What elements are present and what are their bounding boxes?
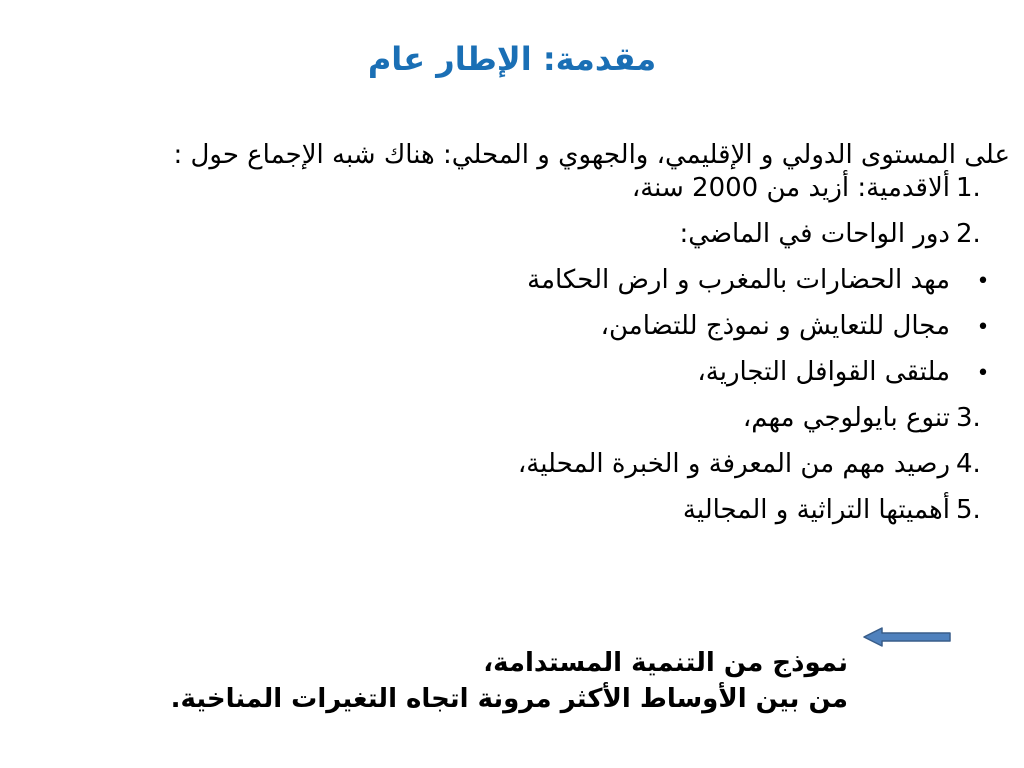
list-item (40, 403, 1010, 449)
conclusion-text (0, 645, 1024, 718)
list-item (40, 495, 1010, 541)
list-item (40, 173, 1010, 219)
item-marker: 4. (956, 449, 981, 480)
list-item (40, 265, 1010, 311)
item-marker: 1. (956, 173, 981, 204)
item-marker: 2. (956, 219, 981, 250)
item-text: دور الواحات في الماضي: (679, 219, 950, 250)
item-text: رصيد مهم من المعرفة و الخبرة المحلية، (517, 449, 950, 480)
slide-content (40, 140, 1010, 541)
item-text: أهميتها التراثية و المجالية (682, 495, 950, 526)
bullet-marker: • (976, 269, 990, 295)
item-text: ملتقى القوافل التجارية، (697, 357, 950, 388)
item-text: ألاقدمية: أزيد من 2000 سنة، (631, 173, 950, 204)
list-item (40, 357, 1010, 403)
list-item (40, 311, 1010, 357)
list-item (40, 449, 1010, 495)
item-marker: 5. (956, 495, 981, 526)
item-text: تنوع بايولوجي مهم، (742, 403, 950, 434)
item-text: مجال للتعايش و نموذج للتضامن، (600, 311, 950, 342)
bullet-marker: • (976, 315, 990, 341)
item-list (40, 173, 1010, 541)
bullet-marker: • (976, 361, 990, 387)
intro-text: على المستوى الدولي و الإقليمي، والجهوي و المحلي: هناك شبه الإجماع حول : (173, 140, 1010, 170)
item-marker: 3. (956, 403, 981, 434)
list-item (40, 219, 1010, 265)
item-text: مهد الحضارات بالمغرب و ارض الحكامة (527, 265, 950, 296)
conclusion-line-1: نموذج من التنمية المستدامة، (483, 648, 848, 678)
slide-title: مقدمة: الإطار عام (367, 40, 657, 78)
conclusion-line-2: من بين الأوساط الأكثر مرونة اتجاه التغيرات المناخية. (170, 684, 848, 715)
